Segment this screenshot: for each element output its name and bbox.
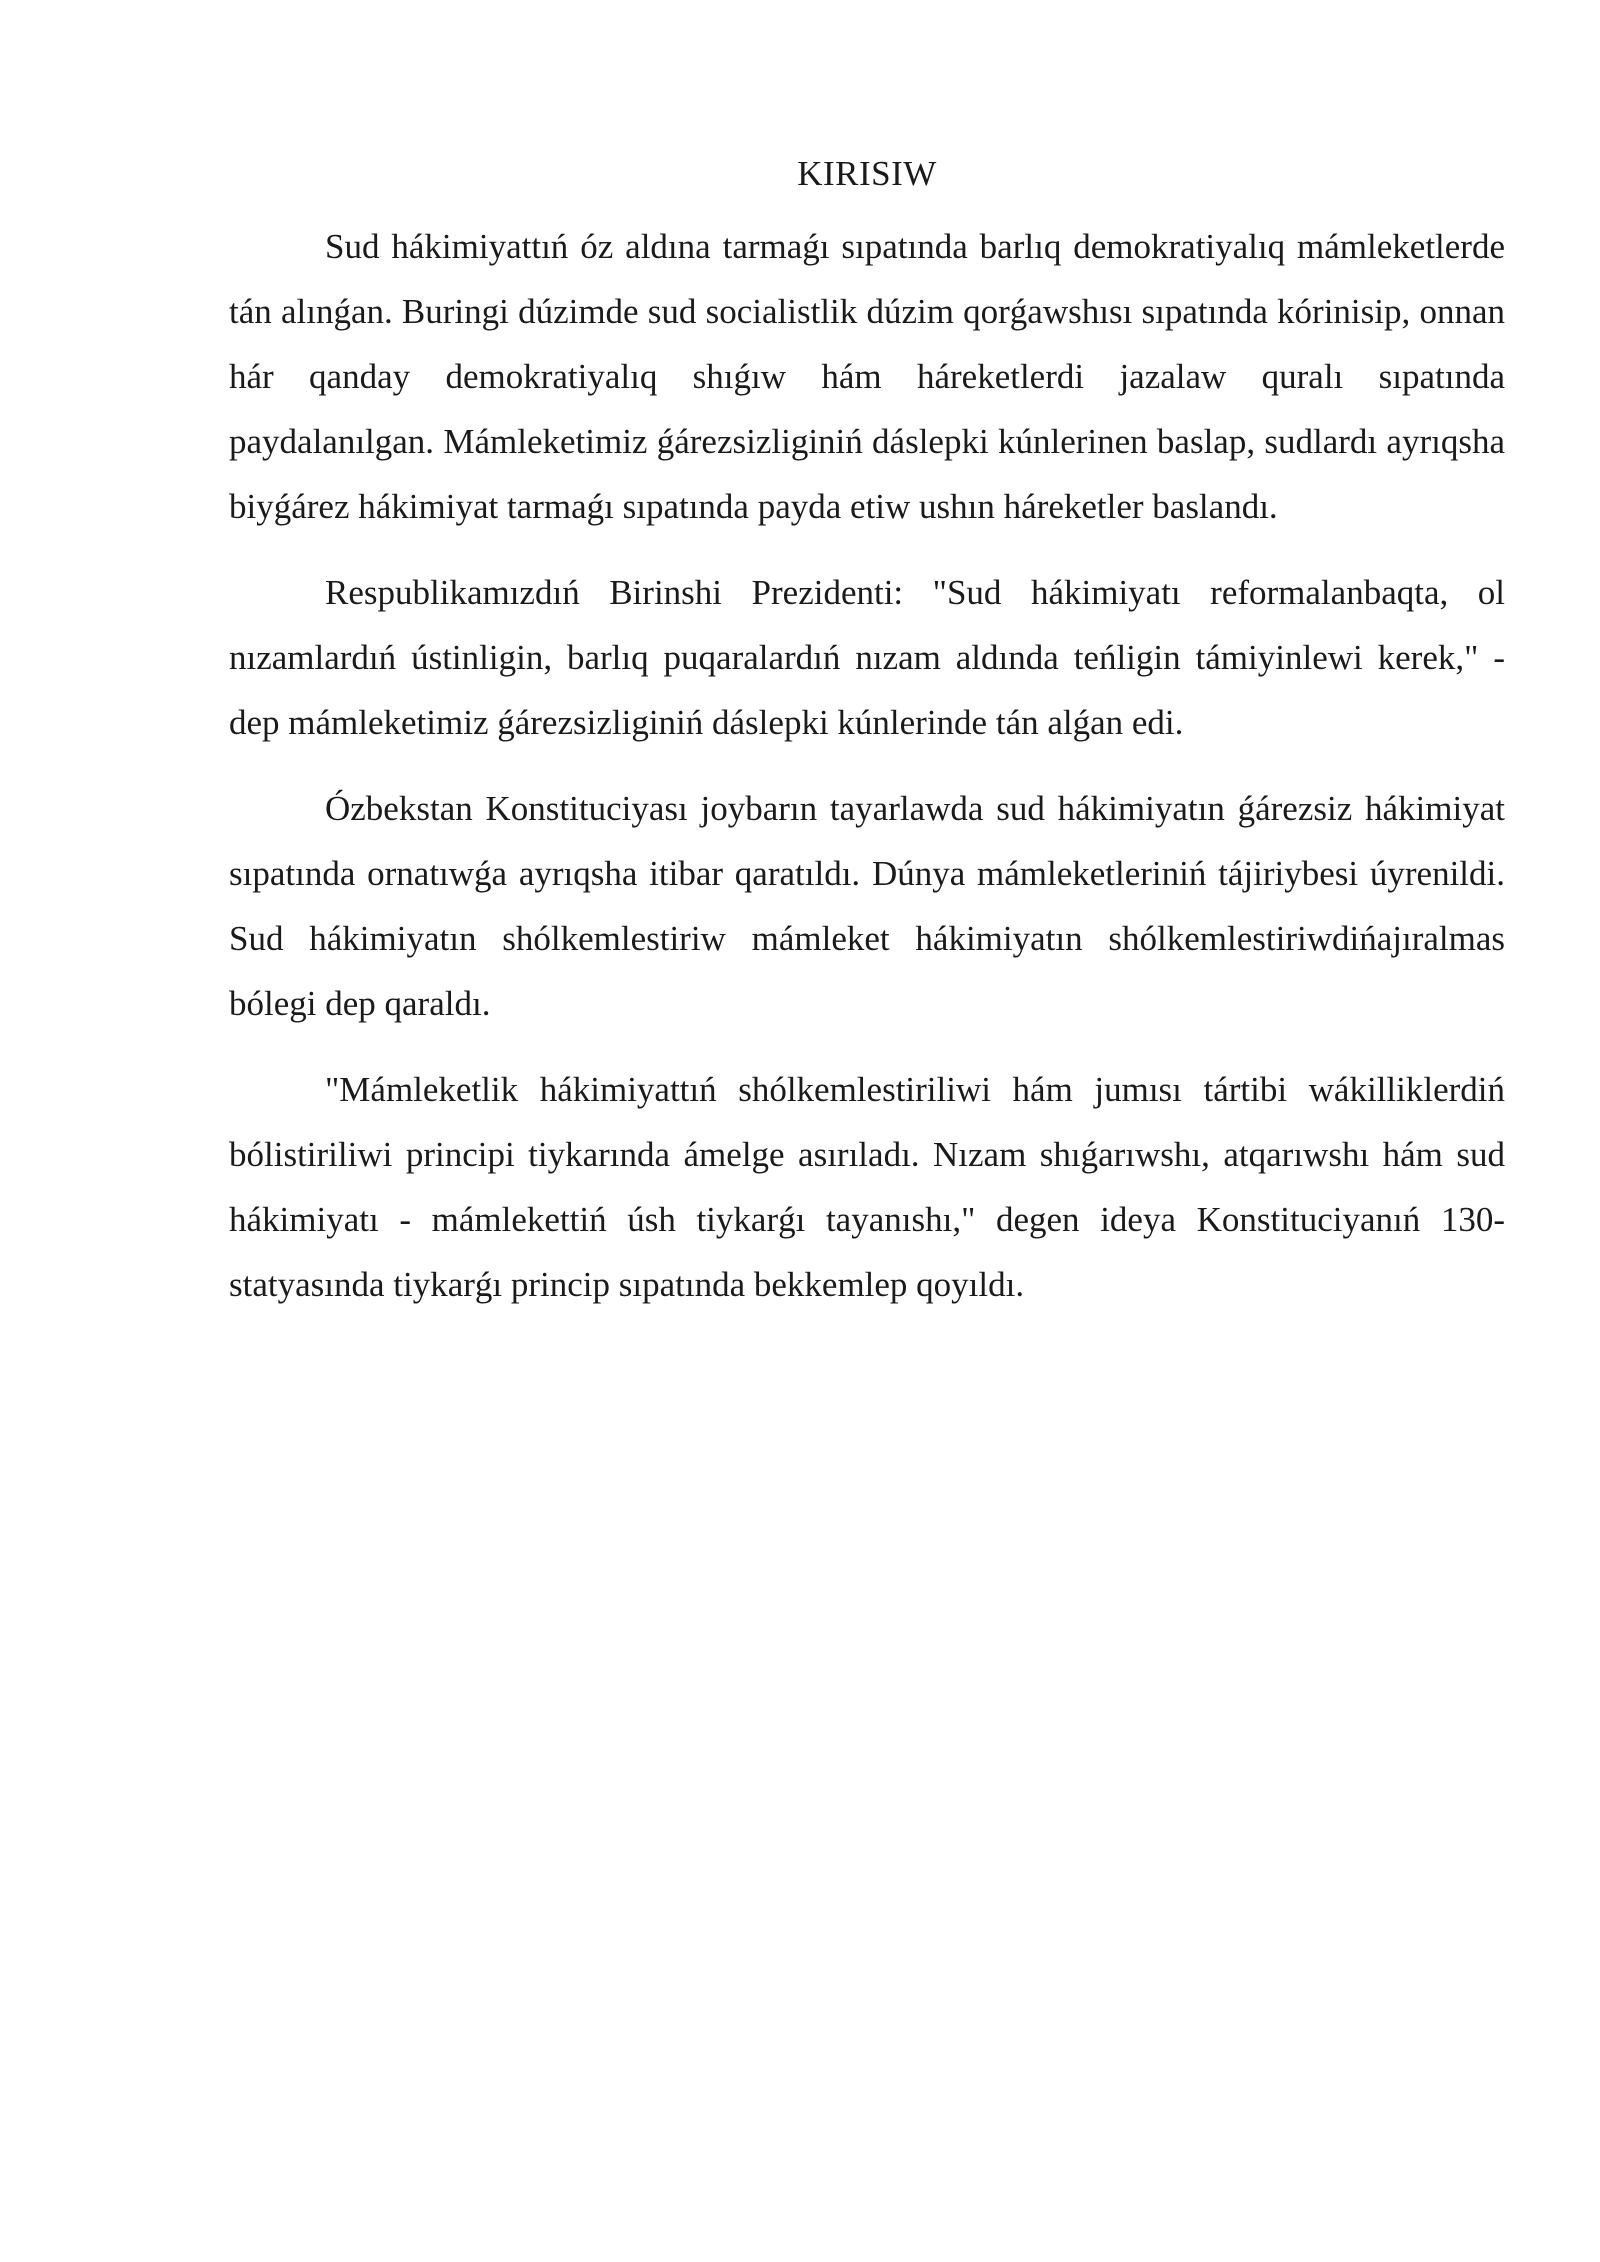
document-title: KIRISIW bbox=[797, 154, 937, 193]
paragraph-2: Respublikamızdıń Birinshi Prezidenti: "Sud hákimiyatı reformalanbaqta, ol nızamlardıń ústinligin, barlıq puqaralardıń nızam aldında teńligin támiyinlewi kerek," - dep mámleketimiz ǵárezsizliginiń dáslepki kúnlerinde tán alǵan edi. bbox=[229, 573, 1505, 742]
document-page bbox=[229, 150, 1505, 1338]
paragraph-4: "Mámleketlik hákimiyattıń shólkemlestiriliwi hám jumısı tártibi wákilliklerdiń bólistiriliwi principi tiykarında ámelge asırıladı. Nızam shıǵarıwshı, atqarıwshı hám sud hákimiyatı - mámlekettiń úsh tiykarǵı tayanıshı," degen ideya Konstituciyanıń 130-statyasında tiykarǵı princip sıpatında bekkemlep qoyıldı. bbox=[229, 1070, 1505, 1304]
paragraph-1: Sud hákimiyattıń óz aldına tarmaǵı sıpatında barlıq demokratiyalıq mámleketlerde tán alınǵan. Buringi dúzimde sud socialistlik dúzim qorǵawshısı sıpatında kórinisip, onnan hár qanday demokratiyalıq shıǵıw hám háreketlerdi jazalaw quralı sıpatında paydalanılgan. Mámleketimiz ǵárezsizliginiń dáslepki kúnlerinen baslap, sudlardı ayrıqsha biyǵárez hákimiyat tarmaǵı sıpatında payda etiw ushın háreketler baslandı. bbox=[229, 227, 1505, 526]
paragraph-3: Ózbekstan Konstituciyası joybarın tayarlawda sud hákimiyatın ǵárezsiz hákimiyat sıpatında ornatıwǵa ayrıqsha itibar qaratıldı. Dúnya mámleketleriniń tájiriybesi úyrenildi. Sud hákimiyatın shólkemlestiriw mámleket hákimiyatın shólkemlestiriwdińajıralmas bólegi dep qaraldı. bbox=[229, 789, 1505, 1023]
